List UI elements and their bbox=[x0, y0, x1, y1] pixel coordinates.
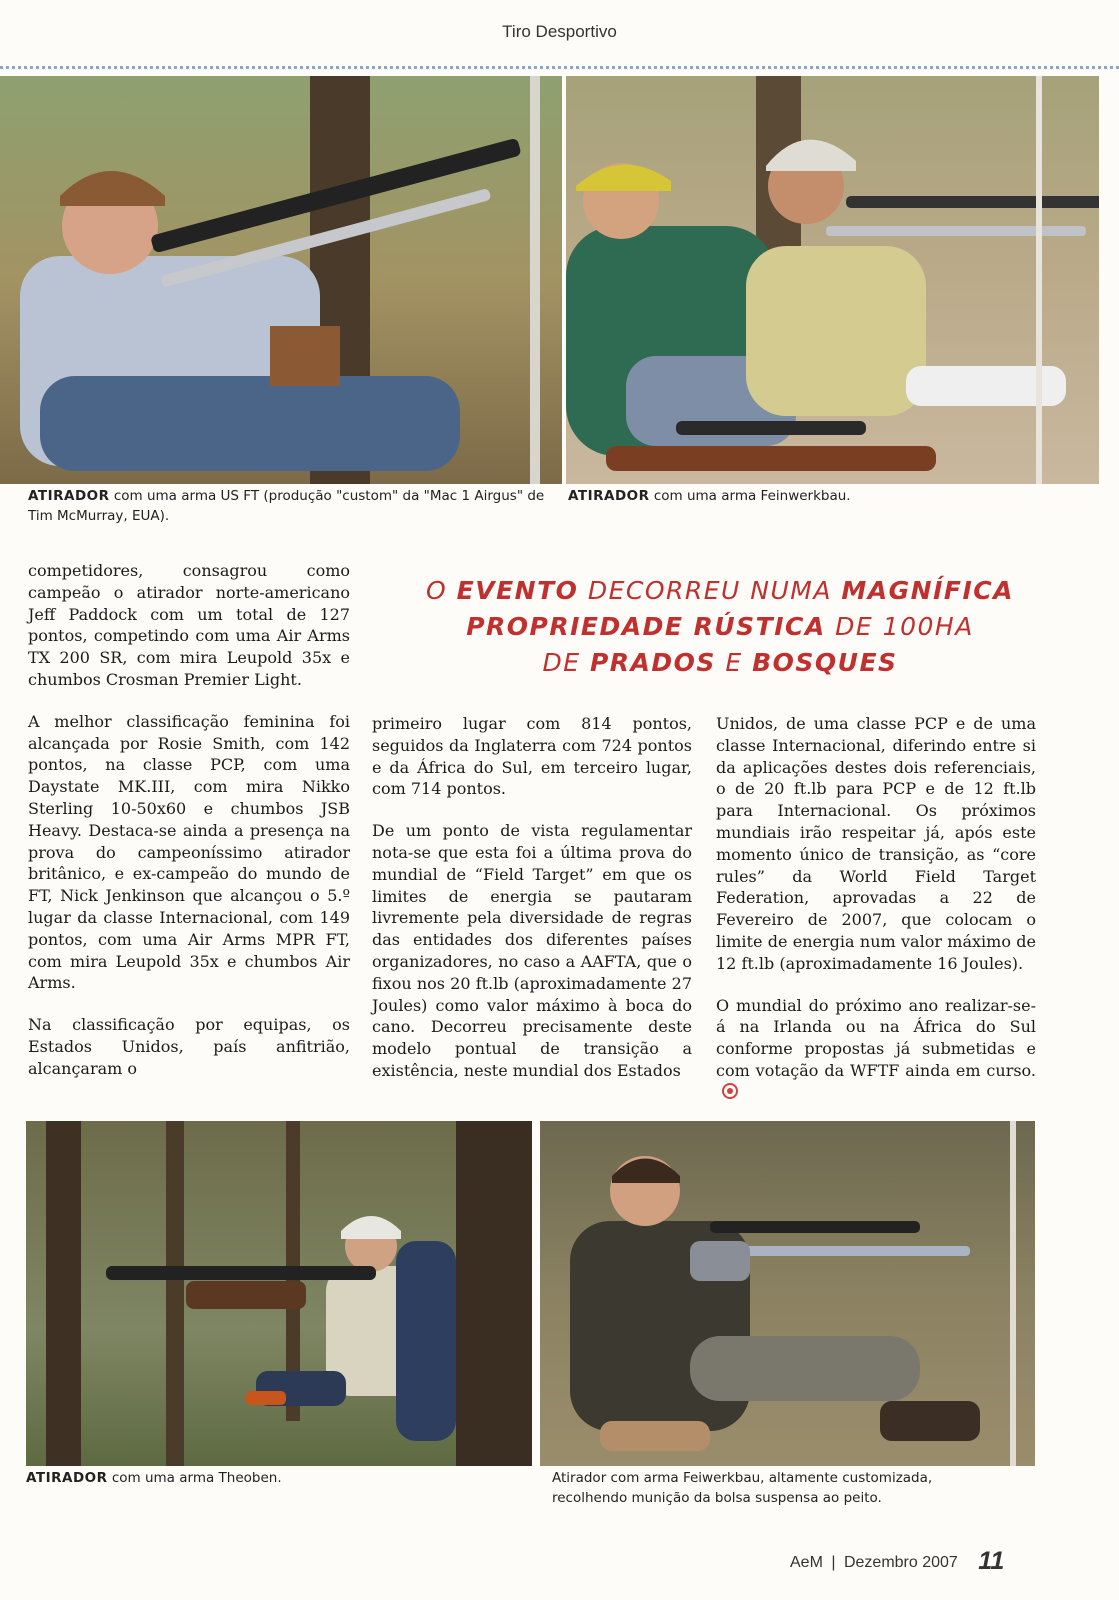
article-paragraph: A melhor classificação feminina foi alcançada por Rosie Smith, com 142 pontos, na classe PCP, com uma Daystate MK.III, com mira Nikko Sterling 10-50x60 e chumbos JSB Heavy. Destaca-se ainda a presença na prova do campeoníssimo atirador britânico, e ex-campeão do mundo de FT, Nick Jenkinson que alcançou o 5.º lugar da classe Internacional, com 149 pontos, com uma Air Arms MPR FT, com mira Leupold 35x e chumbos Air Arms. bbox=[28, 711, 350, 993]
pull-quote-emphasis: PROPRIEDADE RÚSTICA bbox=[466, 612, 826, 641]
article-paragraph-text: O mundial do próximo ano realizar-se-á na Irlanda ou na África do Sul conforme propostas já submetidas e com votação da WFTF ainda em curso. bbox=[716, 995, 1036, 1080]
caption-bottom-right bbox=[552, 1468, 1032, 1508]
pull-quote-line-3 bbox=[380, 645, 1060, 681]
pull-quote-emphasis: EVENTO bbox=[456, 576, 579, 605]
page-number: 11 bbox=[978, 1547, 1005, 1575]
caption-line: recolhendo munição da bolsa suspensa ao peito. bbox=[552, 1490, 882, 1506]
article-paragraph: competidores, consagrou como campeão o atirador norte-americano Jeff Paddock com um total de 127 pontos, competindo com uma Air Arms TX 200 SR, com mira Leupold 35x e chumbos Crosman Premier Light. bbox=[28, 561, 350, 689]
section-title: Tiro Desportivo bbox=[502, 22, 617, 41]
end-of-article-icon bbox=[722, 1083, 738, 1099]
caption-text: com uma arma US FT (produção "custom" da "Mac 1 Airgus" de Tim McMurray, EUA). bbox=[28, 488, 545, 524]
pull-quote-emphasis: MAGNÍFICA bbox=[841, 576, 1014, 605]
footer-separator: | bbox=[831, 1554, 836, 1571]
caption-lead: ATIRADOR bbox=[568, 488, 650, 504]
caption-bottom-left bbox=[26, 1468, 526, 1488]
pull-quote-text: DE bbox=[542, 648, 590, 677]
footer bbox=[790, 1547, 1050, 1577]
article-paragraph: De um ponto de vista regulamentar nota-se que esta foi a última prova do mundial de “Field Target” em que os limites de energia se pautaram livremente pela diversidade de regras das entidades dos diferentes países organizadores, no caso a AAFTA, que o fixou nos 20 ft.lb (aproximadamente 27 Joules) como valor máximo à boca do cano. Decorreu precisamente deste modelo pontual de transição a existência, neste mundial dos Estados bbox=[372, 821, 692, 1080]
photo-shooter-us-ft bbox=[0, 76, 562, 484]
pull-quote-line-2 bbox=[380, 609, 1060, 645]
photo-shooter-theoben bbox=[26, 1121, 532, 1466]
article-paragraph: Unidos, de uma classe PCP e de uma classe Internacional, diferindo entre si da aplicações destes dois referenciais, o de 20 ft.lb para PCP e de 12 ft.lb para Internacional. Os próximos mundiais irão respeitar já, após este momento único de transição, as “core rules” da World Field Target Federation, aprovadas a 22 de Fevereiro de 2007, que colocam o limite de energia num valor máximo de 12 ft.lb (aproximadamente 16 Joules). bbox=[716, 714, 1036, 973]
caption-line: Atirador com arma Feiwerkbau, altamente customizada, bbox=[552, 1470, 933, 1486]
pull-quote-emphasis: PRADOS bbox=[589, 648, 716, 677]
photo-shooter-feiwerkbau-customized bbox=[540, 1121, 1035, 1466]
pull-quote-text: E bbox=[715, 648, 753, 677]
article-column-2 bbox=[372, 713, 692, 1102]
pull-quote bbox=[380, 573, 1060, 681]
caption-lead: ATIRADOR bbox=[28, 488, 110, 504]
pull-quote-emphasis: BOSQUES bbox=[752, 648, 898, 677]
issue-date: Dezembro 2007 bbox=[843, 1554, 958, 1571]
article-column-3 bbox=[716, 713, 1036, 1124]
article-paragraph: primeiro lugar com 814 pontos, seguidos da Inglaterra com 724 pontos e da África do Sul, em terceiro lugar, com 714 pontos. bbox=[372, 714, 692, 799]
article-paragraph bbox=[716, 995, 1036, 1104]
caption-text: com uma arma Feinwerkbau. bbox=[649, 488, 851, 504]
magazine-name: AeM bbox=[790, 1554, 823, 1571]
article-paragraph: Na classificação por equipas, os Estados Unidos, país anfitrião, alcançaram o bbox=[28, 1015, 350, 1078]
caption-top-right bbox=[568, 486, 1088, 506]
pull-quote-text: DECORREU NUMA bbox=[578, 576, 842, 605]
header-dotted-rule bbox=[0, 66, 1119, 69]
article-column-1 bbox=[28, 560, 350, 1100]
caption-top-left bbox=[28, 486, 550, 526]
pull-quote-line-1 bbox=[380, 573, 1060, 609]
pull-quote-text: O bbox=[426, 576, 457, 605]
photo-shooter-feinwerkbau bbox=[566, 76, 1099, 484]
caption-text: com uma arma Theoben. bbox=[107, 1470, 282, 1486]
caption-lead: ATIRADOR bbox=[26, 1470, 108, 1486]
pull-quote-text: DE 100HA bbox=[825, 612, 974, 641]
